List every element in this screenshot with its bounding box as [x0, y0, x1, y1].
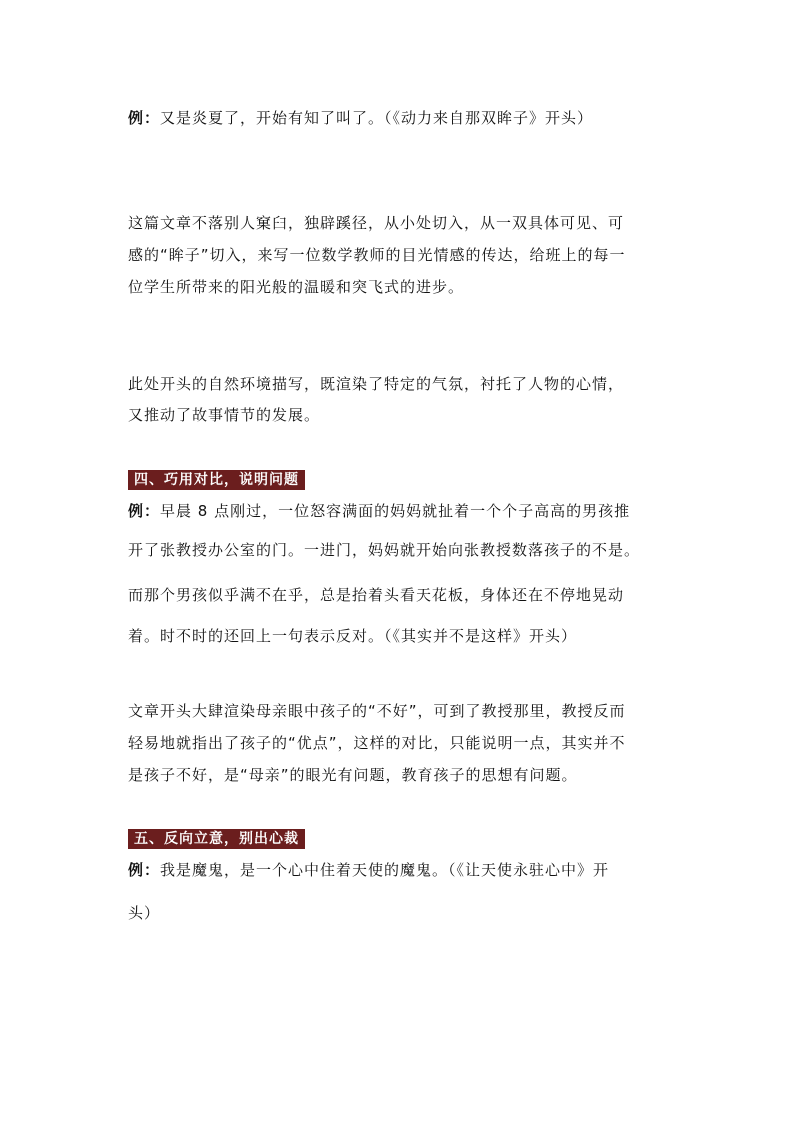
- example-text: 早晨 8 点刚过，一位怒容满面的妈妈就扯着一个个子高高的男孩推: [160, 502, 631, 520]
- example-line: [128, 108, 593, 128]
- paragraph-line: 感的“眸子”切入，来写一位数学教师的目光情感的传达，给班上的每一: [128, 246, 626, 264]
- example-label: 例：: [128, 109, 161, 127]
- example-line: 着。时不时的还回上一句表示反对。（《其实并不是这样》开头）: [128, 627, 578, 645]
- paragraph-line: 轻易地就指出了孩子的“优点”，这样的对比，只能说明一点，其实并不: [128, 734, 626, 752]
- example-line: [128, 501, 630, 521]
- example-text: 我是魔鬼，是一个心中住着天使的魔鬼。（《让天使永驻心中》开: [160, 861, 610, 879]
- example-line: 开了张教授办公室的门。一进门，妈妈就开始向张教授数落孩子的不是。: [128, 541, 641, 559]
- example-line: 而那个男孩似乎满不在乎，总是抬着头看天花板，身体还在不停地晃动: [128, 586, 625, 604]
- section-heading-5: 五、反向立意，别出心裁: [128, 829, 305, 849]
- paragraph-line: 是孩子不好，是“母亲”的眼光有问题，教育孩子的思想有问题。: [128, 766, 578, 784]
- example-label: 例：: [128, 502, 161, 520]
- paragraph-line: 又推动了故事情节的发展。: [128, 406, 321, 424]
- paragraph-line: 文章开头大肆渲染母亲眼中孩子的“不好”，可到了教授那里，教授反而: [128, 702, 626, 720]
- example-text: 又是炎夏了，开始有知了叫了。（《动力来自那双眸子》开头）: [160, 109, 594, 127]
- section-heading-4: 四、巧用对比，说明问题: [128, 470, 305, 490]
- example-label: 例：: [128, 861, 161, 879]
- example-line: 头）: [128, 904, 161, 922]
- paragraph-line: 这篇文章不落别人窠臼，独辟蹊径，从小处切入，从一双具体可见、可: [128, 214, 625, 232]
- paragraph-line: 位学生所带来的阳光般的温暖和突飞式的进步。: [128, 278, 465, 296]
- paragraph-line: 此处开头的自然环境描写，既渲染了特定的气氛，衬托了人物的心情，: [128, 375, 625, 393]
- example-line: [128, 860, 609, 880]
